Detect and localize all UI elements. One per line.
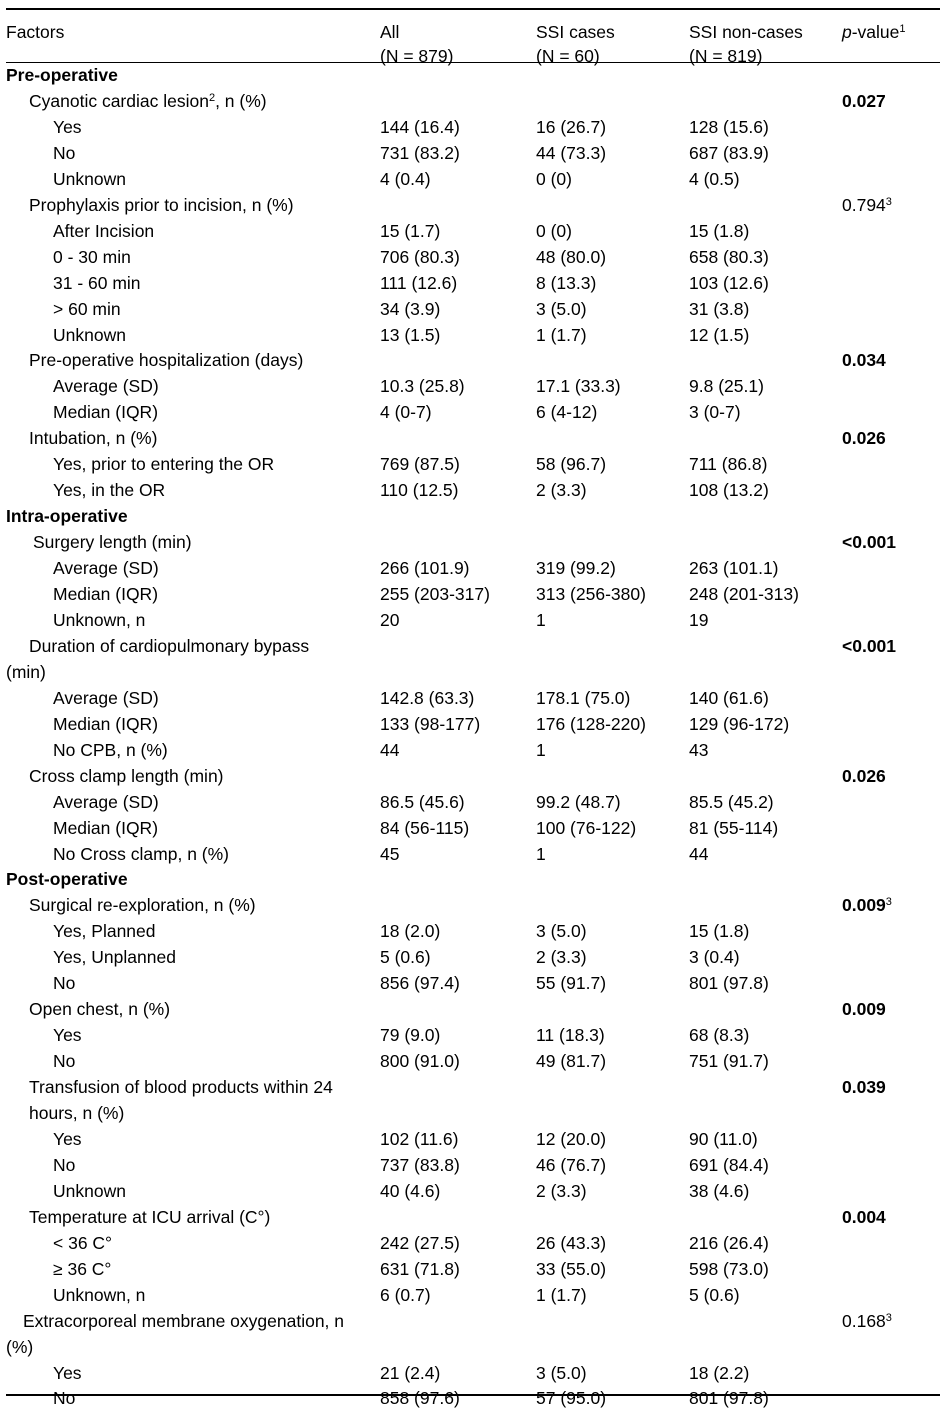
factor-cell: [6, 218, 154, 244]
p-value-number: 0.026: [842, 428, 886, 449]
noncases-value: 68 (8.3): [689, 1025, 750, 1046]
cases-value: 17.1 (33.3): [536, 376, 621, 397]
factor-cell: [6, 399, 158, 425]
factor-label: Pre-operative: [6, 65, 118, 85]
p-value-number: 0.794: [842, 194, 886, 215]
cases-value: 178.1 (75.0): [536, 687, 631, 708]
noncases-value: 687 (83.9): [689, 142, 769, 163]
all-value: 84 (56-115): [380, 817, 470, 838]
factor-cell: [6, 1048, 75, 1074]
factor-cell: [6, 737, 168, 763]
all-value: 142.8 (63.3): [380, 687, 475, 708]
all-value: 6 (0.7): [380, 1284, 431, 1305]
all-value: 40 (4.6): [380, 1180, 441, 1201]
p-value-number: 0.009: [842, 999, 886, 1020]
factor-label-continued: hours, n (%): [29, 1103, 125, 1124]
noncases-value: 5 (0.6): [689, 1284, 740, 1305]
cases-value: 1: [536, 609, 546, 630]
noncases-value: 751 (91.7): [689, 1051, 769, 1072]
factor-label: Intra-operative: [6, 506, 128, 527]
all-value: 21 (2.4): [380, 1362, 441, 1383]
cases-value: 6 (4-12): [536, 402, 598, 423]
factor-label: Average (SD): [53, 376, 159, 397]
factor-label: Surgery length (min): [33, 532, 192, 553]
factor-cell: [6, 763, 224, 789]
noncases-value: 38 (4.6): [689, 1180, 750, 1201]
factor-cell: [6, 1204, 270, 1230]
header-pvalue-italic: p: [842, 22, 852, 42]
factor-label: Surgical re-exploration, n (%): [29, 895, 256, 916]
all-value: 15 (1.7): [380, 220, 441, 241]
cases-value: 16 (26.7): [536, 116, 607, 137]
factor-cell: [6, 270, 141, 296]
all-value: 34 (3.9): [380, 298, 441, 319]
cases-value: 100 (76-122): [536, 817, 637, 838]
noncases-value: 15 (1.8): [689, 220, 750, 241]
factor-cell: [6, 996, 170, 1022]
cases-value: 2 (3.3): [536, 947, 587, 968]
header-pvalue: [842, 20, 906, 44]
cases-value: 1: [536, 739, 546, 760]
p-value: [842, 1204, 886, 1230]
factor-cell: [6, 633, 309, 685]
noncases-value: 18 (2.2): [689, 1362, 750, 1383]
all-value: 5 (0.6): [380, 947, 431, 968]
all-value: 631 (71.8): [380, 1258, 460, 1279]
factor-cell: [6, 1385, 75, 1411]
factor-cell: [6, 685, 159, 711]
all-value: 737 (83.8): [380, 1154, 460, 1175]
noncases-value: 4 (0.5): [689, 168, 740, 189]
factor-label: No: [53, 1388, 76, 1409]
factor-cell: [6, 1308, 344, 1360]
factor-label: Extracorporeal membrane oxygenation, n: [23, 1310, 345, 1331]
p-value-number: 0.009: [842, 895, 886, 916]
factor-cell: [6, 529, 192, 555]
noncases-value: 658 (80.3): [689, 246, 769, 267]
noncases-value: 598 (73.0): [689, 1258, 769, 1279]
noncases-value: 248 (201-313): [689, 584, 799, 604]
factor-label: Median (IQR): [53, 817, 159, 838]
factor-label: Yes, Planned: [53, 921, 156, 942]
cases-value: 8 (13.3): [536, 272, 597, 293]
p-value: [842, 1308, 892, 1334]
factor-cell: [6, 1178, 126, 1204]
all-value: 858 (97.6): [380, 1388, 460, 1409]
header-ssi-cases: [536, 20, 615, 68]
factor-cell: [6, 1152, 75, 1178]
p-value: [842, 1074, 886, 1100]
factor-label: Yes, in the OR: [53, 480, 166, 501]
factor-cell: [6, 477, 165, 503]
factor-label: ≥ 36 C°: [53, 1258, 112, 1279]
all-value: 111 (12.6): [380, 272, 458, 293]
factor-cell: [6, 1074, 333, 1126]
noncases-value: 85.5 (45.2): [689, 791, 774, 812]
table-header: [6, 16, 940, 70]
header-pvalue-rest: -value: [851, 22, 900, 42]
all-value: 110 (12.5): [380, 480, 459, 501]
noncases-value: 31 (3.8): [689, 298, 750, 319]
all-value: 10.3 (25.8): [380, 376, 465, 397]
all-value: 133 (98-177): [380, 713, 481, 734]
factor-label: 0 - 30 min: [53, 246, 131, 267]
factor-cell: [6, 892, 256, 918]
p-value-number: 0.168: [842, 1310, 886, 1331]
factor-label: No: [53, 973, 76, 994]
factor-cell: [6, 62, 118, 88]
factor-cell: [6, 296, 121, 322]
factor-cell: [6, 918, 156, 944]
p-value-number: 0.026: [842, 765, 886, 786]
factor-label: Unknown, n: [53, 609, 146, 630]
factor-cell: [6, 244, 131, 270]
factor-cell: [6, 1230, 112, 1256]
header-cases-n: (N = 60): [536, 46, 600, 66]
factor-label-suffix: , n (%): [215, 90, 267, 111]
factor-cell: [6, 1256, 111, 1282]
factor-cell: [6, 140, 75, 166]
factor-cell: [6, 114, 82, 140]
all-value: 856 (97.4): [380, 973, 460, 994]
factor-cell: [6, 166, 126, 192]
factor-label: Yes: [53, 116, 82, 137]
factor-cell: [6, 88, 267, 114]
factor-label: Cross clamp length (min): [29, 765, 224, 786]
cases-value: 44 (73.3): [536, 142, 607, 163]
factor-label: Yes: [53, 1362, 82, 1383]
all-value: 79 (9.0): [380, 1025, 441, 1046]
all-value: 731 (83.2): [380, 142, 460, 163]
noncases-value: 129 (96-172): [689, 713, 790, 734]
factor-cell: [6, 555, 159, 581]
factor-label: Yes: [53, 1025, 82, 1046]
factor-cell: [6, 944, 176, 970]
p-value: [842, 88, 886, 114]
p-value: [842, 425, 886, 451]
cases-value: 313 (256-380): [536, 584, 646, 604]
noncases-value: 3 (0.4): [689, 947, 740, 968]
all-value: 4 (0.4): [380, 168, 431, 189]
header-ssi-noncases: [689, 20, 803, 68]
factor-label: Transfusion of blood products within 24: [29, 1077, 333, 1098]
p-value: [842, 529, 896, 555]
factor-label: No Cross clamp, n (%): [53, 843, 230, 864]
factor-label: Median (IQR): [53, 402, 159, 423]
cases-value: 12 (20.0): [536, 1128, 607, 1149]
header-factors: Factors: [6, 22, 65, 42]
cases-value: 48 (80.0): [536, 246, 607, 267]
header-all-n: (N = 879): [380, 46, 454, 66]
factor-cell: [6, 1022, 82, 1048]
noncases-value: 44: [689, 843, 709, 864]
all-value: 4 (0-7): [380, 402, 432, 423]
p-value-footnote-mark: 3: [885, 896, 892, 909]
all-value: 769 (87.5): [380, 454, 460, 475]
all-value: 800 (91.0): [380, 1051, 460, 1072]
factor-cell: [6, 1360, 82, 1386]
noncases-value: 263 (101.1): [689, 558, 779, 579]
factor-label: Prophylaxis prior to incision, n (%): [29, 194, 294, 215]
all-value: 144 (16.4): [380, 116, 460, 137]
factor-footnote-mark: 2: [208, 91, 216, 104]
all-value: 44: [380, 739, 400, 760]
noncases-value: 128 (15.6): [689, 116, 769, 137]
cases-value: 3 (5.0): [536, 1362, 587, 1383]
factor-cell: [6, 451, 274, 477]
factor-label-continued: (%): [6, 1336, 34, 1357]
noncases-value: 90 (11.0): [689, 1128, 758, 1149]
cases-value: 26 (43.3): [536, 1232, 607, 1253]
factor-label: Unknown: [53, 168, 126, 189]
noncases-value: 216 (26.4): [689, 1232, 769, 1253]
factor-label: Yes, Unplanned: [53, 947, 176, 968]
all-value: 18 (2.0): [380, 921, 441, 942]
factor-label: Yes, prior to entering the OR: [53, 454, 275, 475]
cases-value: 11 (18.3): [536, 1025, 605, 1046]
all-value: 242 (27.5): [380, 1232, 460, 1253]
all-value: 13 (1.5): [380, 324, 441, 345]
p-value-footnote-mark: 3: [885, 1311, 892, 1324]
noncases-value: 12 (1.5): [689, 324, 750, 345]
cases-value: 99.2 (48.7): [536, 791, 621, 812]
all-value: 706 (80.3): [380, 246, 460, 267]
factor-label: 31 - 60 min: [53, 272, 141, 293]
all-value: 20: [380, 609, 400, 630]
noncases-value: 103 (12.6): [689, 272, 769, 293]
noncases-value: 81 (55-114): [689, 817, 779, 838]
p-value-number: 0.027: [842, 90, 886, 111]
factor-label: Average (SD): [53, 791, 159, 812]
header-noncases-label: SSI non-cases: [689, 22, 803, 42]
cases-value: 55 (91.7): [536, 973, 607, 994]
factor-cell: [6, 866, 128, 892]
cases-value: 1 (1.7): [536, 324, 587, 345]
cases-value: 2 (3.3): [536, 1180, 587, 1201]
header-all-label: All: [380, 22, 400, 42]
factor-cell: [6, 322, 126, 348]
factor-cell: [6, 970, 75, 996]
factor-label: Average (SD): [53, 687, 159, 708]
cases-value: 58 (96.7): [536, 454, 607, 475]
cases-value: 1: [536, 843, 546, 864]
noncases-value: 108 (13.2): [689, 480, 769, 501]
factor-label: No: [53, 142, 76, 163]
factor-cell: [6, 815, 158, 841]
factor-cell: [6, 192, 294, 218]
cases-value: 49 (81.7): [536, 1051, 607, 1072]
factor-label: Cyanotic cardiac lesion: [29, 90, 209, 111]
noncases-value: 801 (97.8): [689, 973, 769, 994]
p-value-number: <0.001: [842, 532, 897, 553]
p-value-number: <0.001: [842, 635, 897, 656]
noncases-value: 711 (86.8): [689, 454, 768, 475]
noncases-value: 691 (84.4): [689, 1154, 769, 1175]
factor-cell: [6, 503, 128, 529]
cases-value: 176 (128-220): [536, 713, 646, 734]
factor-cell: [6, 1282, 145, 1308]
factor-label: Pre-operative hospitalization (days): [29, 350, 304, 371]
cases-value: 3 (5.0): [536, 298, 587, 319]
cases-value: 57 (95.0): [536, 1388, 607, 1409]
noncases-value: 43: [689, 739, 709, 760]
factor-cell: [6, 425, 157, 451]
header-pvalue-sup: 1: [899, 23, 906, 35]
factor-label: Yes: [53, 1128, 82, 1149]
factor-label: Unknown: [53, 324, 126, 345]
noncases-value: 19: [689, 609, 709, 630]
factor-cell: [6, 347, 303, 373]
top-rule: [6, 8, 940, 10]
factor-cell: [6, 711, 158, 737]
factor-label: Median (IQR): [53, 713, 159, 734]
cases-value: 0 (0): [536, 220, 572, 241]
p-value: [842, 192, 892, 218]
p-value-footnote-mark: 3: [885, 195, 892, 208]
factor-label: Open chest, n (%): [29, 999, 171, 1020]
factor-label: Median (IQR): [53, 584, 159, 604]
factor-label: No CPB, n (%): [53, 739, 168, 760]
all-value: 45: [380, 843, 400, 864]
p-value: [842, 892, 892, 918]
factor-cell: [6, 841, 229, 867]
factor-label: Unknown, n: [53, 1284, 146, 1305]
noncases-value: 9.8 (25.1): [689, 376, 764, 397]
factor-cell: [6, 607, 145, 633]
cases-value: 0 (0): [536, 168, 572, 189]
all-value: 86.5 (45.6): [380, 791, 465, 812]
factor-label: No: [53, 1154, 76, 1175]
p-value-number: 0.004: [842, 1206, 886, 1227]
p-value-number: 0.034: [842, 350, 886, 371]
all-value: 102 (11.6): [380, 1128, 459, 1149]
factor-label: Temperature at ICU arrival (C°): [29, 1206, 271, 1227]
p-value: [842, 347, 886, 373]
noncases-value: 3 (0-7): [689, 402, 741, 423]
factor-label: Post-operative: [6, 869, 128, 890]
p-value-number: 0.039: [842, 1077, 886, 1098]
all-value: 255 (203-317): [380, 584, 490, 604]
noncases-value: 140 (61.6): [689, 687, 769, 708]
factor-label: After Incision: [53, 220, 155, 241]
noncases-value: 15 (1.8): [689, 921, 750, 942]
header-cases-label: SSI cases: [536, 22, 615, 42]
factor-label: Average (SD): [53, 558, 159, 579]
factor-label-continued: (min): [6, 661, 46, 682]
header-all: [380, 20, 453, 68]
cases-value: 2 (3.3): [536, 480, 587, 501]
cases-value: 3 (5.0): [536, 921, 587, 942]
header-noncases-n: (N = 819): [689, 46, 763, 66]
factor-label: No: [53, 1051, 76, 1072]
factor-cell: [6, 789, 159, 815]
cases-value: 33 (55.0): [536, 1258, 607, 1279]
all-value: 266 (101.9): [380, 558, 470, 579]
factor-label: > 60 min: [53, 298, 121, 319]
factor-label: Duration of cardiopulmonary bypass: [29, 635, 310, 656]
p-value: [842, 633, 896, 659]
cases-value: 319 (99.2): [536, 558, 616, 579]
factor-cell: [6, 373, 159, 399]
p-value: [842, 763, 886, 789]
bottom-rule: [6, 1394, 940, 1396]
factor-label: Intubation, n (%): [29, 428, 158, 449]
factor-cell: [6, 581, 158, 607]
factor-label: Unknown: [53, 1180, 126, 1201]
p-value: [842, 996, 886, 1022]
cases-value: 46 (76.7): [536, 1154, 607, 1175]
factor-cell: [6, 1126, 82, 1152]
noncases-value: 801 (97.8): [689, 1388, 769, 1409]
cases-value: 1 (1.7): [536, 1284, 587, 1305]
factor-label: < 36 C°: [53, 1232, 113, 1253]
